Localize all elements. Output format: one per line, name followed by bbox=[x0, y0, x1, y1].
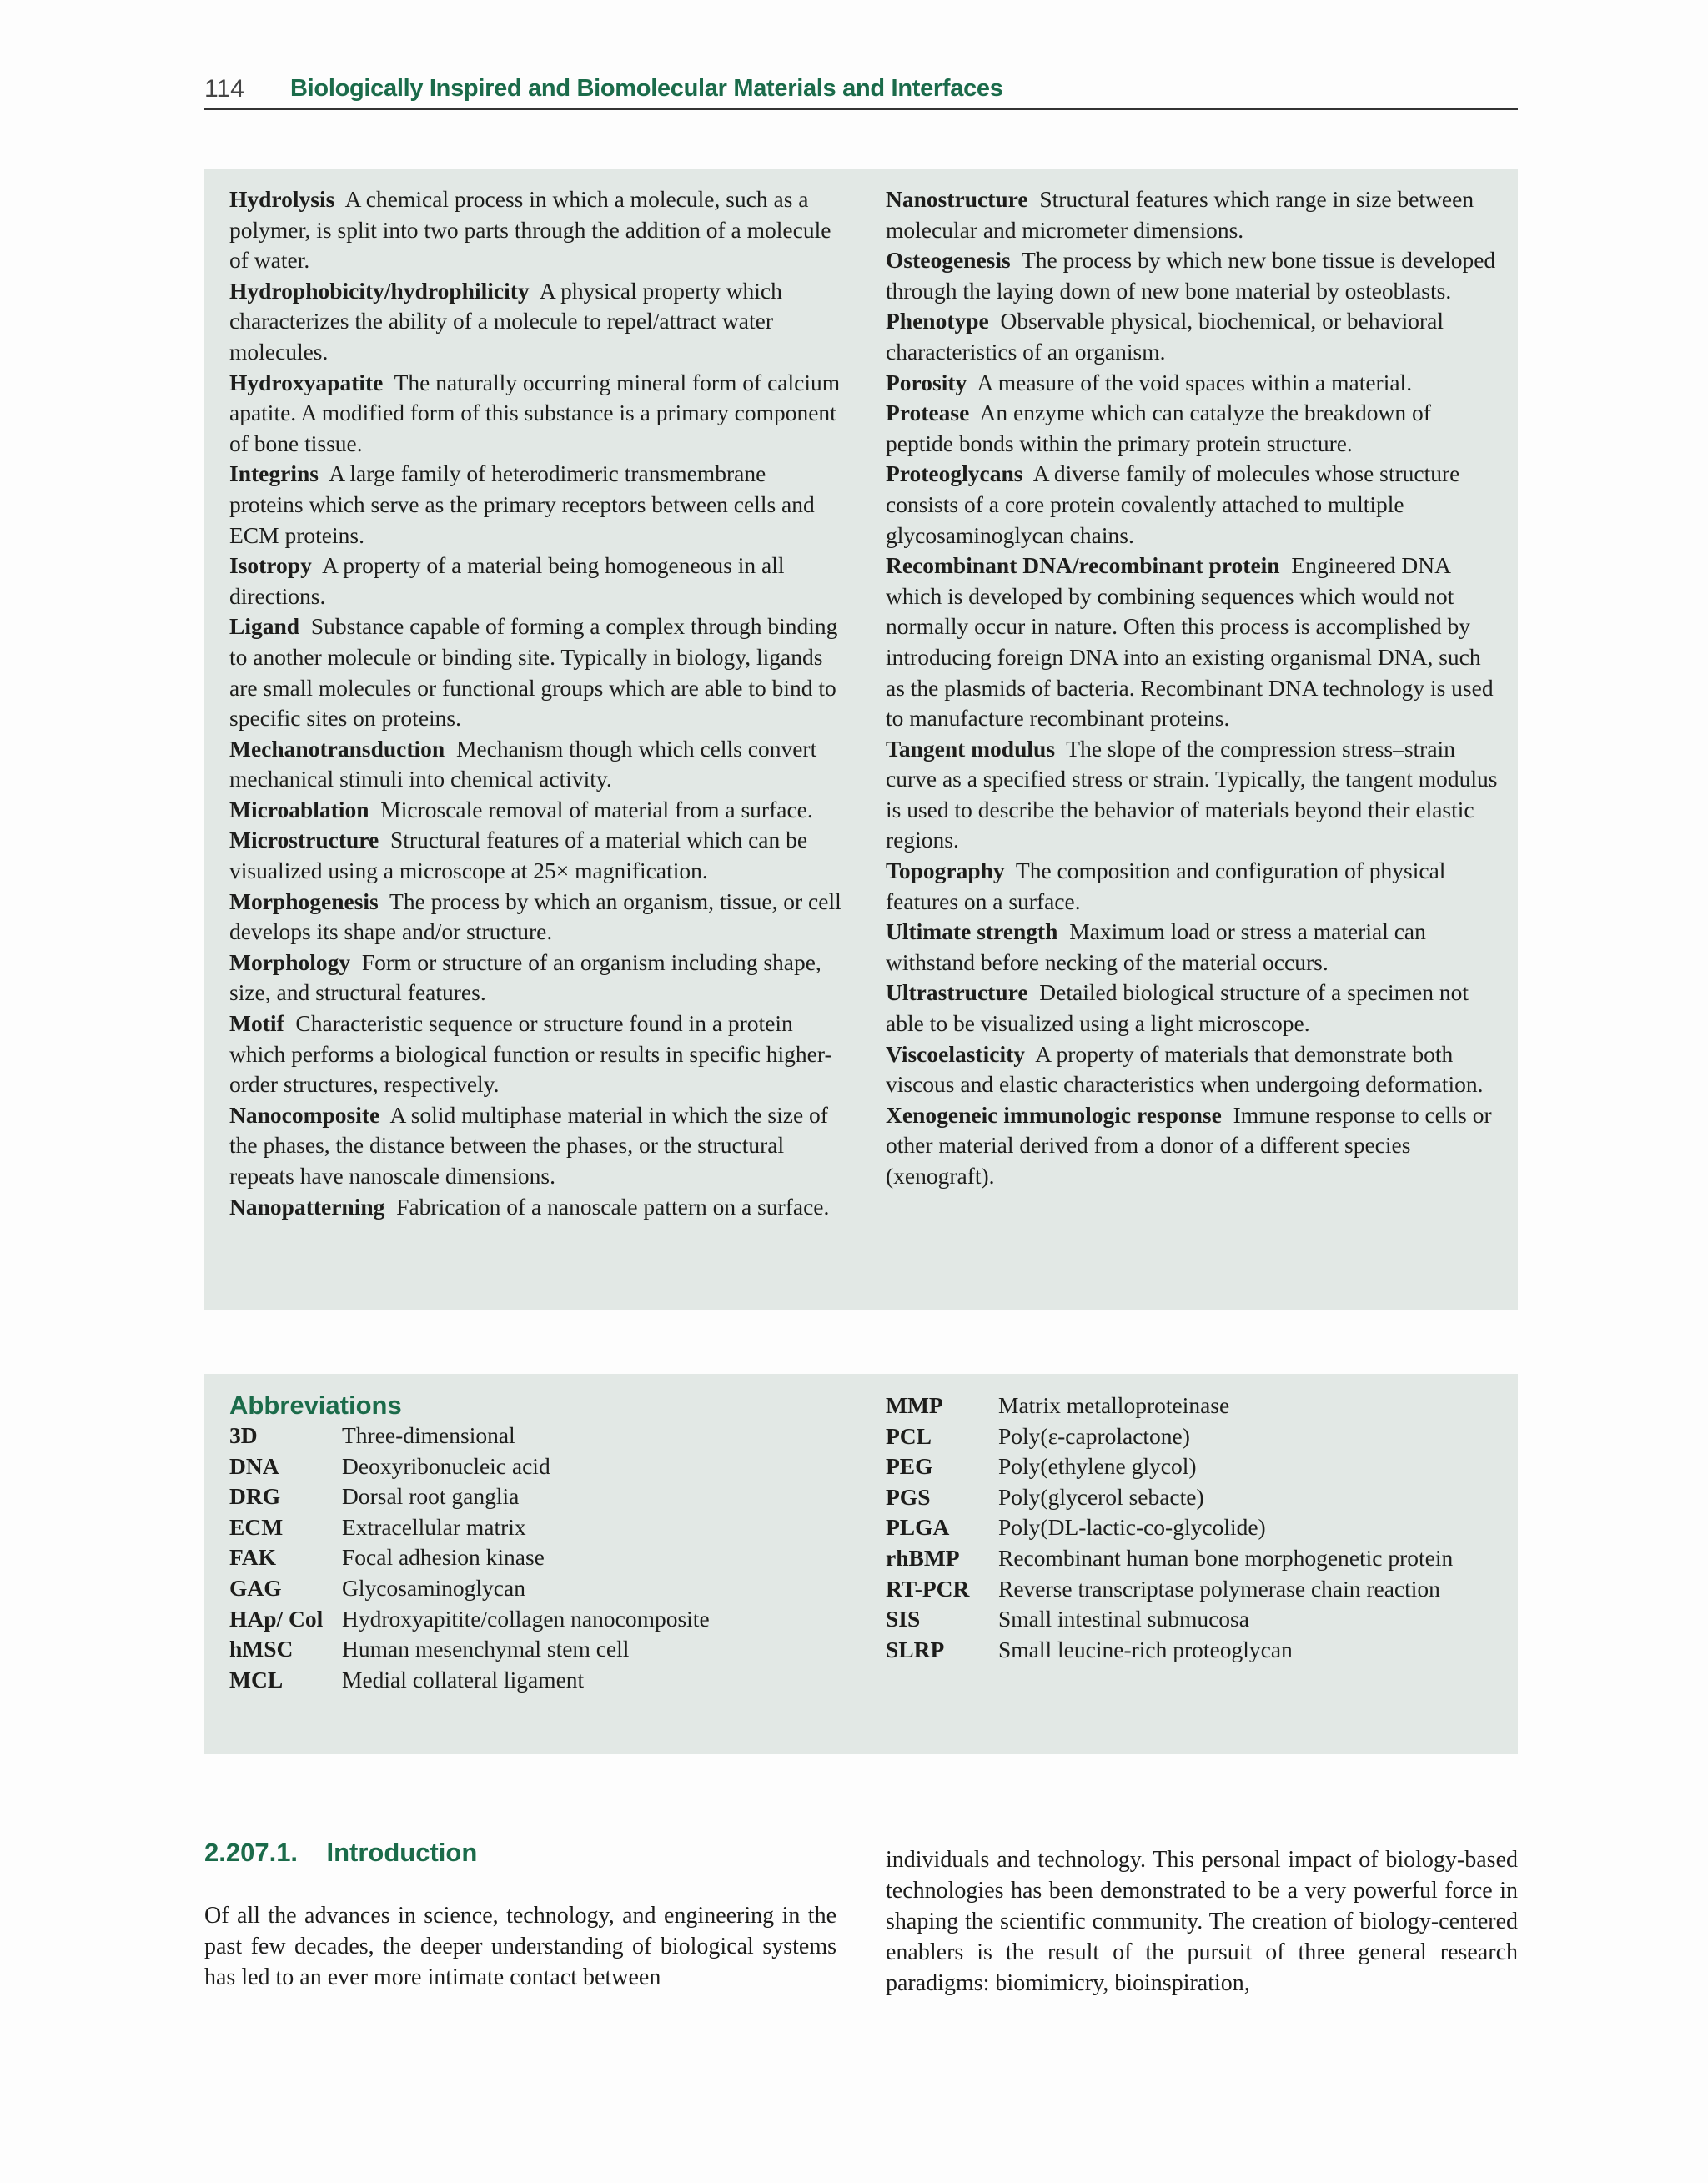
glossary-term: Porosity bbox=[886, 369, 967, 395]
abbreviation-meaning: Medial collateral ligament bbox=[342, 1666, 585, 1693]
abbreviation-row bbox=[886, 1512, 1503, 1543]
glossary-entry bbox=[229, 184, 842, 276]
glossary-entry bbox=[229, 1009, 842, 1100]
glossary-definition: The composition and configuration of physical features on a surface. bbox=[886, 858, 1446, 914]
glossary-entry bbox=[886, 856, 1503, 917]
glossary-definition: Engineered DNA which is developed by combining sequences which would not normally occur in nature. Often this process is accomplished by introducing foreign DNA into an existing organismal DNA, such as the plasmids of bacteria. Recombinant DNA technology is used to manufacture recombinant proteins. bbox=[886, 552, 1494, 732]
glossary-definition: A chemical process in which a molecule, such as a polymer, is split into two parts through the addition of a molecule of water. bbox=[229, 186, 831, 274]
abbreviations-title: Abbreviations bbox=[229, 1391, 402, 1420]
glossary-entry bbox=[229, 611, 842, 733]
abbreviation-row bbox=[229, 1573, 838, 1604]
abbreviations-left-column bbox=[229, 1421, 838, 1695]
body-paragraph-left: Of all the advances in science, technology, and engineering in the past few decades, the deeper understanding of biological systems has led to an ever more intimate contact between bbox=[204, 1903, 836, 1990]
glossary-definition: The naturally occurring mineral form of calcium apatite. A modified form of this substance is a primary component of bone tissue. bbox=[229, 369, 841, 456]
abbreviation-code: SLRP bbox=[886, 1636, 945, 1662]
glossary-definition: A property of materials that demonstrate both viscous and elastic characteristics when undergoing deformation. bbox=[886, 1040, 1484, 1098]
glossary-definition: Substance capable of forming a complex through binding to another molecule or binding site. Typically in biology, ligands are small molecules or functional groups which are able to bind to specific sites on proteins. bbox=[229, 613, 838, 732]
glossary-definition: Structural features of a material which can be visualized using a microscope at 25× magnification. bbox=[229, 827, 808, 884]
glossary-term: Ultimate strength bbox=[886, 918, 1058, 945]
abbreviation-code: PEG bbox=[886, 1453, 933, 1480]
abbreviation-meaning: Hydroxyapitite/collagen nanocomposite bbox=[342, 1605, 710, 1632]
abbreviation-row bbox=[229, 1481, 838, 1512]
abbreviation-meaning: Human mesenchymal stem cell bbox=[342, 1636, 630, 1662]
glossary-term: Osteogenesis bbox=[886, 247, 1011, 274]
abbreviation-meaning: Dorsal root ganglia bbox=[342, 1483, 520, 1510]
section-heading: 2.207.1. Introduction bbox=[204, 1838, 478, 1867]
glossary-entry bbox=[886, 1039, 1503, 1100]
abbreviation-code: HAp/ Col bbox=[229, 1605, 324, 1632]
glossary-term: Isotropy bbox=[229, 552, 312, 579]
abbreviation-row bbox=[229, 1604, 838, 1635]
glossary-definition: Fabrication of a nanoscale pattern on a surface. bbox=[396, 1193, 830, 1220]
body-paragraph-right: individuals and technology. This personal impact of biology-based technologies has been demonstrated to be a very powerful force in shaping the scientific community. The creation of biology-centered enablers is the result of the pursuit of three general research paradigms: biomimicry, bioinspiration, bbox=[886, 1847, 1518, 1996]
abbreviation-row bbox=[229, 1665, 838, 1696]
glossary-term: Ligand bbox=[229, 613, 300, 640]
glossary-term: Mechanotransduction bbox=[229, 735, 445, 762]
abbreviation-meaning: Matrix metalloproteinase bbox=[998, 1392, 1230, 1418]
abbreviation-row bbox=[886, 1451, 1503, 1482]
glossary-definition: A solid multiphase material in which the size of the phases, the distance between the phases, or the structural repeats have nanoscale dimensions. bbox=[229, 1101, 828, 1189]
abbreviation-code: FAK bbox=[229, 1544, 277, 1571]
abbreviation-code: PGS bbox=[886, 1483, 931, 1510]
glossary-definition: The process by which new bone tissue is developed through the laying down of new bone material by osteoblasts. bbox=[886, 247, 1496, 304]
abbreviation-code: SIS bbox=[886, 1606, 921, 1632]
glossary-entry bbox=[229, 459, 842, 551]
abbreviations-right-column bbox=[886, 1391, 1503, 1665]
abbreviation-code: ECM bbox=[229, 1513, 284, 1540]
glossary-left-column bbox=[229, 184, 842, 1222]
glossary-entry bbox=[886, 398, 1503, 459]
page-number: 114 bbox=[204, 75, 244, 103]
glossary-term: Xenogeneic immunologic response bbox=[886, 1101, 1222, 1128]
glossary-term: Protease bbox=[886, 400, 970, 426]
abbreviation-row bbox=[229, 1451, 838, 1482]
glossary-term: Ultrastructure bbox=[886, 979, 1028, 1006]
abbreviation-row bbox=[886, 1391, 1503, 1421]
glossary-entry bbox=[886, 306, 1503, 367]
glossary-entry bbox=[229, 1192, 842, 1223]
running-header bbox=[204, 75, 1518, 110]
abbreviation-meaning: Glycosaminoglycan bbox=[342, 1574, 525, 1601]
glossary-entry bbox=[886, 459, 1503, 551]
abbreviations-box bbox=[204, 1374, 1518, 1754]
glossary-definition: A diverse family of molecules whose structure consists of a core protein covalently attached to multiple glycosaminoglycan chains. bbox=[886, 460, 1460, 548]
abbreviation-row bbox=[886, 1604, 1503, 1635]
abbreviation-meaning: Extracellular matrix bbox=[342, 1513, 526, 1540]
glossary-term: Nanocomposite bbox=[229, 1101, 380, 1128]
glossary-entry bbox=[886, 368, 1503, 399]
abbreviation-row bbox=[886, 1635, 1503, 1666]
glossary-entry bbox=[886, 1100, 1503, 1192]
abbreviation-meaning: Focal adhesion kinase bbox=[342, 1544, 545, 1571]
abbreviation-row bbox=[229, 1542, 838, 1573]
glossary-definition: A physical property which characterizes the ability of a molecule to repel/attract water molecules. bbox=[229, 277, 782, 365]
glossary-term: Tangent modulus bbox=[886, 735, 1056, 762]
glossary-definition: A property of a material being homogeneous in all directions. bbox=[229, 552, 785, 609]
glossary-box bbox=[204, 169, 1518, 1310]
abbreviation-row bbox=[886, 1482, 1503, 1513]
abbreviation-meaning: Small intestinal submucosa bbox=[998, 1606, 1249, 1632]
glossary-term: Morphogenesis bbox=[229, 888, 379, 914]
glossary-term: Viscoelasticity bbox=[886, 1040, 1025, 1067]
abbreviation-meaning: Recombinant human bone morphogenetic protein bbox=[998, 1544, 1454, 1571]
abbreviation-code: rhBMP bbox=[886, 1544, 960, 1571]
glossary-entry bbox=[229, 551, 842, 611]
abbreviation-row bbox=[229, 1512, 838, 1543]
abbreviation-meaning: Poly(DL-lactic-co-glycolide) bbox=[998, 1514, 1266, 1541]
glossary-definition: Mechanism though which cells convert mechanical stimuli into chemical activity. bbox=[229, 735, 817, 792]
glossary-entry bbox=[886, 978, 1503, 1039]
glossary-entry bbox=[229, 276, 842, 368]
glossary-entry bbox=[229, 368, 842, 460]
abbreviation-code: DRG bbox=[229, 1483, 281, 1510]
glossary-entry bbox=[886, 184, 1503, 245]
glossary-term: Microablation bbox=[229, 796, 369, 822]
abbreviation-meaning: Reverse transcriptase polymerase chain reaction bbox=[998, 1575, 1440, 1602]
glossary-term: Hydrophobicity/hydrophilicity bbox=[229, 277, 530, 304]
glossary-term: Morphology bbox=[229, 948, 351, 975]
abbreviation-code: 3D bbox=[229, 1422, 258, 1448]
glossary-entry bbox=[229, 825, 842, 886]
glossary-right-column bbox=[886, 184, 1503, 1192]
abbreviation-code: hMSC bbox=[229, 1636, 294, 1662]
abbreviation-code: MCL bbox=[229, 1666, 284, 1693]
glossary-entry bbox=[229, 948, 842, 1009]
abbreviation-meaning: Poly(ethylene glycol) bbox=[998, 1453, 1197, 1480]
glossary-entry bbox=[229, 1100, 842, 1192]
glossary-entry bbox=[229, 887, 842, 948]
abbreviation-code: PCL bbox=[886, 1422, 932, 1449]
abbreviation-code: GAG bbox=[229, 1574, 282, 1601]
glossary-definition: Microscale removal of material from a surface. bbox=[380, 796, 813, 822]
glossary-term: Topography bbox=[886, 858, 1005, 884]
glossary-term: Microstructure bbox=[229, 827, 379, 853]
abbreviation-row bbox=[886, 1574, 1503, 1605]
glossary-definition: A measure of the void spaces within a material. bbox=[977, 369, 1413, 395]
glossary-term: Proteoglycans bbox=[886, 460, 1023, 487]
glossary-term: Nanostructure bbox=[886, 186, 1028, 212]
abbreviation-row bbox=[229, 1421, 838, 1451]
glossary-definition: Observable physical, biochemical, or behavioral characteristics of an organism. bbox=[886, 308, 1444, 365]
glossary-definition: Form or structure of an organism including shape, size, and structural features. bbox=[229, 948, 821, 1006]
running-title: Biologically Inspired and Biomolecular Materials and Interfaces bbox=[290, 75, 1003, 102]
glossary-entry bbox=[886, 551, 1503, 734]
glossary-entry bbox=[886, 917, 1503, 978]
glossary-term: Nanopatterning bbox=[229, 1193, 385, 1220]
abbreviation-meaning: Three-dimensional bbox=[342, 1422, 515, 1448]
abbreviation-code: DNA bbox=[229, 1452, 279, 1479]
glossary-entry bbox=[229, 734, 842, 795]
glossary-definition: Immune response to cells or other material derived from a donor of a different species (xenograft). bbox=[886, 1101, 1492, 1189]
glossary-term: Recombinant DNA/recombinant protein bbox=[886, 552, 1280, 579]
glossary-definition: An enzyme which can catalyze the breakdown of peptide bonds within the primary protein structure. bbox=[886, 400, 1431, 456]
abbreviation-row bbox=[886, 1543, 1503, 1574]
glossary-definition: Structural features which range in size between molecular and micrometer dimensions. bbox=[886, 186, 1474, 243]
abbreviation-row bbox=[229, 1634, 838, 1665]
glossary-term: Hydroxyapatite bbox=[229, 369, 384, 395]
glossary-definition: The slope of the compression stress–strain curve as a specified stress or strain. Typically, the tangent modulus is used to describe the behavior of materials beyond their elastic regions. bbox=[886, 735, 1498, 853]
glossary-term: Integrins bbox=[229, 460, 319, 487]
glossary-term: Motif bbox=[229, 1010, 284, 1037]
glossary-term: Phenotype bbox=[886, 308, 989, 334]
glossary-entry bbox=[886, 245, 1503, 306]
glossary-definition: Characteristic sequence or structure found in a protein which performs a biological function or results in specific higher-order structures, respectively. bbox=[229, 1010, 832, 1098]
abbreviation-code: PLGA bbox=[886, 1514, 950, 1541]
glossary-definition: A large family of heterodimeric transmembrane proteins which serve as the primary receptors between cells and ECM proteins. bbox=[229, 460, 815, 548]
glossary-entry bbox=[229, 795, 842, 826]
abbreviation-code: MMP bbox=[886, 1392, 943, 1418]
abbreviation-meaning: Small leucine-rich proteoglycan bbox=[998, 1636, 1293, 1662]
abbreviation-meaning: Deoxyribonucleic acid bbox=[342, 1452, 550, 1479]
glossary-definition: Detailed biological structure of a specimen not able to be visualized using a light microscope. bbox=[886, 979, 1469, 1037]
abbreviation-meaning: Poly(ε-caprolactone) bbox=[998, 1422, 1190, 1449]
abbreviation-code: RT-PCR bbox=[886, 1575, 970, 1602]
abbreviation-meaning: Poly(glycerol sebacte) bbox=[998, 1483, 1204, 1510]
glossary-entry bbox=[886, 734, 1503, 856]
abbreviation-row bbox=[886, 1421, 1503, 1452]
glossary-term: Hydrolysis bbox=[229, 186, 335, 212]
glossary-definition: The process by which an organism, tissue, or cell develops its shape and/or structure. bbox=[229, 888, 841, 945]
glossary-definition: Maximum load or stress a material can withstand before necking of the material occurs. bbox=[886, 918, 1426, 975]
